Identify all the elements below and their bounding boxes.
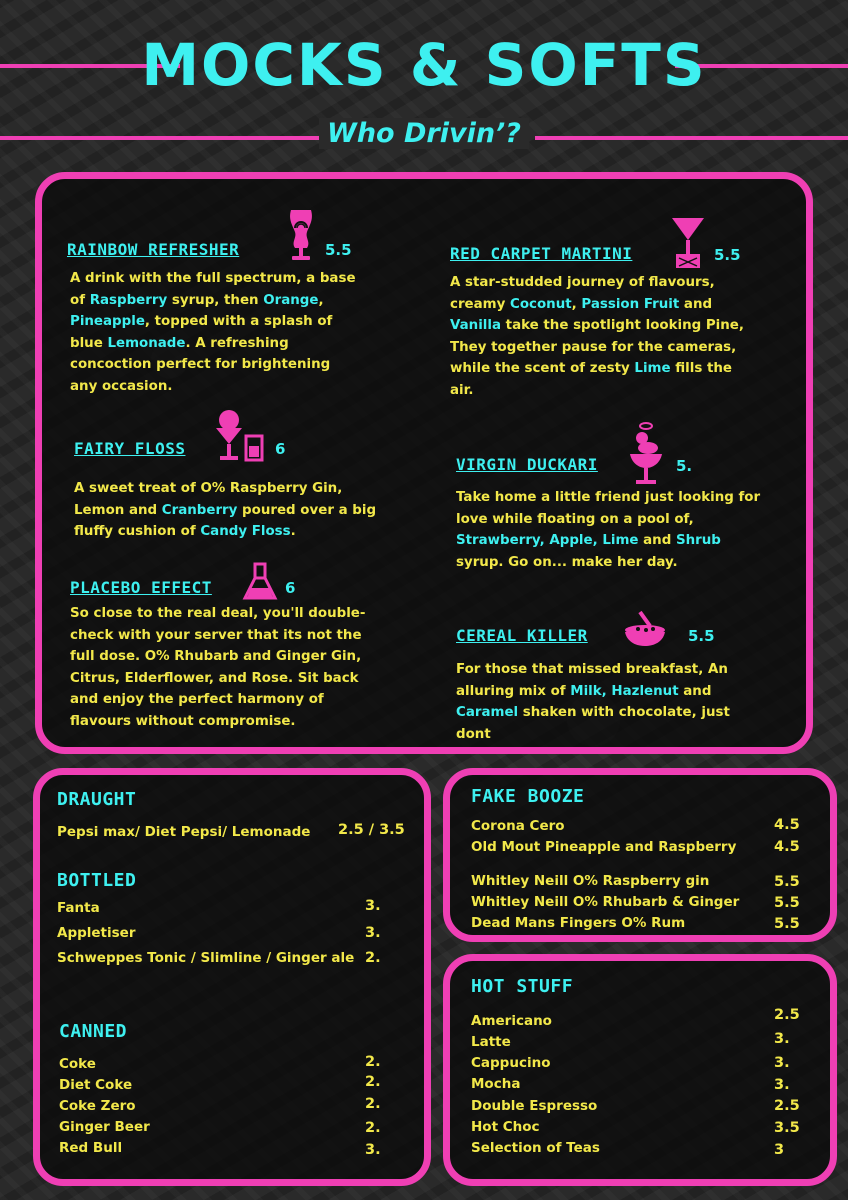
hot-stuff-item-label: Mocha bbox=[471, 1076, 521, 1092]
fake-booze-item-price: 5.5 bbox=[774, 874, 800, 890]
hot-stuff-item-price: 3.5 bbox=[774, 1120, 800, 1136]
drink-name-placebo-effect: PLACEBO EFFECT bbox=[70, 578, 212, 597]
description-text: , topped with a splash of blue bbox=[70, 314, 333, 351]
canned-item-label: Coke Zero bbox=[59, 1098, 136, 1114]
fake-booze-item-label: Old Mout Pineapple and Raspberry bbox=[471, 839, 737, 855]
drink-desc-rainbow-refresher bbox=[70, 268, 375, 397]
description-text: Take home a little friend just looking for love while floating on a pool of, bbox=[456, 490, 761, 527]
ingredient-highlight: Raspberry bbox=[89, 292, 168, 308]
hot-stuff-item-price: 3. bbox=[774, 1055, 790, 1071]
ingredient-highlight: Candy Floss bbox=[200, 524, 291, 539]
fake-booze-item-price: 4.5 bbox=[774, 817, 800, 833]
fake-booze-item-label: Whitley Neill O% Raspberry gin bbox=[471, 873, 710, 889]
candy-floss-glass-icon bbox=[212, 408, 266, 464]
hurricane-glass-icon bbox=[283, 208, 319, 262]
subtitle-text: Who Drivin’? bbox=[319, 118, 529, 149]
fake-booze-item-price: 5.5 bbox=[774, 895, 800, 911]
canned-item-label: Coke bbox=[59, 1056, 96, 1072]
canned-item-label: Diet Coke bbox=[59, 1077, 133, 1093]
drink-name-fairy-floss: FAIRY FLOSS bbox=[74, 439, 186, 458]
hot-stuff-item-label: Cappucino bbox=[471, 1055, 551, 1071]
canned-item-label: Red Bull bbox=[59, 1140, 123, 1156]
drink-name-rainbow-refresher: RAINBOW REFRESHER bbox=[67, 240, 240, 259]
description-text: A drink with the full spectrum, a base of bbox=[70, 271, 356, 308]
ingredient-highlight: Vanilla bbox=[450, 318, 502, 333]
drink-name-red-carpet-martini: RED CARPET MARTINI bbox=[450, 244, 633, 263]
section-heading-canned: CANNED bbox=[59, 1021, 128, 1042]
hot-stuff-item-price: 3. bbox=[774, 1077, 790, 1093]
drink-price-fairy-floss: 6 bbox=[275, 440, 286, 458]
ingredient-highlight: Orange bbox=[263, 292, 319, 308]
bottled-item-label: Fanta bbox=[57, 900, 100, 916]
description-text: take the spotlight looking Pine, They together pause for the cameras, while the scent of zesty bbox=[450, 318, 744, 376]
canned-item-price: 3. bbox=[365, 1142, 381, 1158]
hot-stuff-item-price: 3 bbox=[774, 1142, 785, 1158]
ingredient-highlight: Coconut bbox=[510, 296, 572, 312]
section-heading-draught: DRAUGHT bbox=[57, 789, 137, 810]
bottled-item-label: Appletiser bbox=[57, 925, 136, 941]
description-text: poured over a big fluffy cushion of bbox=[74, 502, 377, 539]
ingredient-highlight: Cranberry bbox=[161, 502, 238, 518]
canned-item-price: 2. bbox=[365, 1074, 381, 1090]
description-text: and bbox=[683, 296, 713, 312]
ingredient-highlight: Pineapple bbox=[70, 314, 145, 329]
fake-booze-item-label: Corona Cero bbox=[471, 818, 565, 834]
hot-stuff-item-label: Double Espresso bbox=[471, 1098, 598, 1114]
drink-desc-cereal-killer bbox=[456, 659, 776, 745]
description-text: fills the air. bbox=[450, 361, 733, 398]
hot-stuff-item-label: Hot Choc bbox=[471, 1119, 540, 1135]
fake-booze-item-label: Dead Mans Fingers O% Rum bbox=[471, 915, 686, 931]
drink-name-cereal-killer: CEREAL KILLER bbox=[456, 626, 588, 645]
draught-item-price: 2.5 / 3.5 bbox=[338, 822, 405, 838]
description-text: syrup. Go on... make her day. bbox=[456, 554, 678, 570]
drink-desc-placebo-effect bbox=[70, 603, 390, 732]
drink-price-rainbow-refresher: 5.5 bbox=[325, 241, 352, 259]
section-heading-fake-booze: FAKE BOOZE bbox=[471, 786, 585, 807]
ingredient-highlight: Shrub bbox=[675, 533, 721, 548]
drink-desc-fairy-floss bbox=[74, 478, 394, 543]
canned-item-price: 2. bbox=[365, 1120, 381, 1136]
description-text: So close to the real deal, you'll double- check with your server that its not the full dose. O% Rhubarb and Ginger Gin, Citrus, Elderflower, and Rose. Sit back and enjoy the perfect harmony of flavours without compromise. bbox=[70, 606, 366, 729]
hot-stuff-item-price: 2.5 bbox=[774, 1007, 800, 1023]
hot-stuff-item-label: Latte bbox=[471, 1034, 511, 1050]
hot-stuff-item-price: 3. bbox=[774, 1031, 790, 1047]
drink-name-virgin-duckari: VIRGIN DUCKARI bbox=[456, 455, 598, 474]
ingredient-highlight: Lemonade bbox=[107, 335, 186, 351]
ingredient-highlight: Caramel bbox=[456, 705, 519, 720]
draught-item-label: Pepsi max/ Diet Pepsi/ Lemonade bbox=[57, 824, 311, 840]
fake-booze-item-label: Whitley Neill O% Rhubarb & Ginger bbox=[471, 894, 740, 910]
canned-item-price: 2. bbox=[365, 1096, 381, 1112]
description-text: . bbox=[290, 524, 296, 539]
canned-item-label: Ginger Beer bbox=[59, 1119, 150, 1135]
description-text: A star-studded journey of flavours, creamy bbox=[450, 275, 715, 312]
description-text: For those that missed breakfast, An alluring mix of bbox=[456, 662, 728, 699]
fake-booze-item-price: 5.5 bbox=[774, 916, 800, 932]
bottled-item-price: 3. bbox=[365, 898, 381, 914]
bottled-item-label: Schweppes Tonic / Slimline / Ginger ale bbox=[57, 950, 355, 966]
description-text: and bbox=[683, 683, 712, 699]
hot-stuff-item-label: Americano bbox=[471, 1013, 552, 1029]
description-text: shaken with chocolate, just dont bbox=[456, 705, 730, 742]
drink-price-placebo-effect: 6 bbox=[285, 579, 296, 597]
drink-price-virgin-duckari: 5. bbox=[676, 457, 693, 475]
description-text: , bbox=[571, 296, 582, 312]
ingredient-highlight: Lime bbox=[634, 361, 671, 376]
description-text: and bbox=[638, 533, 676, 548]
canned-item-price: 2. bbox=[365, 1054, 381, 1070]
martini-glass-icon bbox=[668, 214, 708, 270]
description-text: . A refreshing concoction perfect for brightening any occasion. bbox=[70, 335, 331, 394]
drink-price-red-carpet-martini: 5.5 bbox=[714, 246, 741, 264]
page-title: MOCKS & SOFTS bbox=[141, 31, 707, 99]
drink-desc-red-carpet-martini bbox=[450, 272, 780, 401]
ingredient-highlight: Strawberry, Apple, Lime bbox=[456, 533, 639, 548]
ingredient-highlight: Milk, Hazlenut bbox=[570, 683, 679, 699]
duck-coupe-glass-icon bbox=[628, 420, 664, 486]
section-heading-hot-stuff: HOT STUFF bbox=[471, 976, 574, 997]
section-heading-bottled: BOTTLED bbox=[57, 870, 137, 891]
page-subtitle bbox=[0, 118, 848, 149]
drink-desc-virgin-duckari bbox=[456, 487, 786, 573]
bottled-item-price: 2. bbox=[365, 950, 381, 966]
drink-price-cereal-killer: 5.5 bbox=[688, 627, 715, 645]
description-text: A sweet treat of O% Raspberry Gin, Lemon and bbox=[74, 481, 343, 518]
description-text: syrup, then bbox=[167, 292, 264, 308]
hot-stuff-item-price: 2.5 bbox=[774, 1098, 800, 1114]
flask-icon bbox=[242, 562, 278, 602]
cereal-bowl-icon bbox=[620, 610, 670, 650]
hot-stuff-item-label: Selection of Teas bbox=[471, 1140, 600, 1156]
bottled-item-price: 3. bbox=[365, 925, 381, 941]
description-text: , bbox=[318, 292, 324, 308]
fake-booze-item-price: 4.5 bbox=[774, 839, 800, 855]
ingredient-highlight: Passion Fruit bbox=[581, 296, 680, 312]
